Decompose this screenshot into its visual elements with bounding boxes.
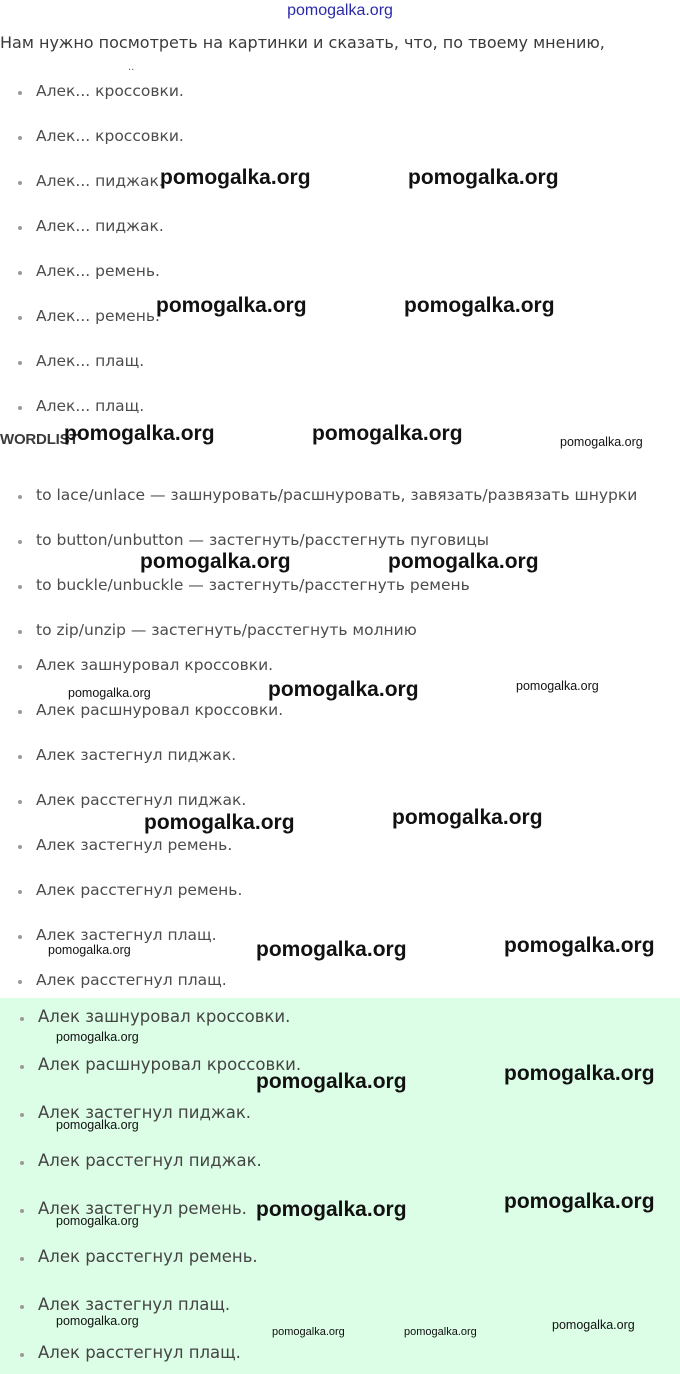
watermark: pomogalka.org <box>56 1118 139 1132</box>
watermark: pomogalka.org <box>504 1062 655 1085</box>
site-link[interactable]: pomogalka.org <box>287 2 393 19</box>
watermark: pomogalka.org <box>516 679 599 693</box>
sentence-item: Алек расстегнул пиджак. <box>36 791 247 809</box>
answer-item: Алек расшнуровал кроссовки. <box>38 1055 302 1074</box>
sentence-item: Алек расстегнул плащ. <box>36 971 227 989</box>
watermark: pomogalka.org <box>48 943 131 957</box>
wordlist-entry: to zip/unzip — застегнуть/расстегнуть молнию <box>36 621 417 639</box>
list-item: Алек... пиджак. <box>36 217 164 235</box>
watermark: pomogalka.org <box>160 166 311 189</box>
watermark: pomogalka.org <box>256 938 407 961</box>
sentence-item: Алек расшнуровал кроссовки. <box>36 701 284 719</box>
watermark: pomogalka.org <box>64 422 215 445</box>
answer-item: Алек расстегнул ремень. <box>38 1247 258 1266</box>
watermark: pomogalka.org <box>392 806 543 829</box>
list-item: Алек... кроссовки. <box>36 82 184 100</box>
list-item: Алек... ремень. <box>36 262 160 280</box>
wordlist-entry: to buckle/unbuckle — застегнуть/расстегнуть ремень <box>36 576 470 594</box>
sentence-item: Алек застегнул пиджак. <box>36 746 237 764</box>
watermark: pomogalka.org <box>256 1070 407 1093</box>
answer-item: Алек расстегнул пиджак. <box>38 1151 262 1170</box>
list-item: Алек... плащ. <box>36 352 145 370</box>
watermark: pomogalka.org <box>552 1318 635 1332</box>
watermark: pomogalka.org <box>56 1214 139 1228</box>
answer-item: Алек застегнул пиджак. <box>38 1103 252 1122</box>
watermark: pomogalka.org <box>268 678 419 701</box>
sentence-item: Алек зашнуровал кроссовки. <box>36 656 274 674</box>
answer-item: Алек застегнул ремень. <box>38 1199 247 1218</box>
watermark: pomogalka.org <box>56 1314 139 1328</box>
intro-dots: .. <box>128 62 135 73</box>
list-item: Алек... кроссовки. <box>36 127 184 145</box>
sentence-item: Алек расстегнул ремень. <box>36 881 243 899</box>
watermark: pomogalka.org <box>272 1326 345 1338</box>
watermark: pomogalka.org <box>256 1198 407 1221</box>
watermark: pomogalka.org <box>156 294 307 317</box>
answer-item: Алек застегнул плащ. <box>38 1295 231 1314</box>
answer-item: Алек зашнуровал кроссовки. <box>38 1007 291 1026</box>
watermark: pomogalka.org <box>388 550 539 573</box>
watermark: pomogalka.org <box>504 1190 655 1213</box>
watermark: pomogalka.org <box>408 166 559 189</box>
watermark: pomogalka.org <box>140 550 291 573</box>
watermark: pomogalka.org <box>144 811 295 834</box>
intro-text: Нам нужно посмотреть на картинки и сказать, что, по твоему мнению, <box>0 33 605 52</box>
wordlist-entry: to button/unbutton — застегнуть/расстегнуть пуговицы <box>36 531 490 549</box>
watermark: pomogalka.org <box>560 435 643 449</box>
sentence-item: Алек застегнул плащ. <box>36 926 217 944</box>
wordlist-heading: WORDLIST <box>0 431 79 448</box>
watermark: pomogalka.org <box>312 422 463 445</box>
watermark: pomogalka.org <box>56 1030 139 1044</box>
list-item: Алек... плащ. <box>36 397 145 415</box>
answer-item: Алек расстегнул плащ. <box>38 1343 241 1362</box>
list-item: Алек... пиджак. <box>36 172 164 190</box>
watermark: pomogalka.org <box>404 1326 477 1338</box>
sentence-item: Алек застегнул ремень. <box>36 836 233 854</box>
watermark: pomogalka.org <box>404 294 555 317</box>
wordlist-entry: to lace/unlace — зашнуровать/расшнуровать, завязать/развязать шнурки <box>36 486 638 504</box>
list-item: Алек... ремень. <box>36 307 160 325</box>
watermark: pomogalka.org <box>504 934 655 957</box>
watermark: pomogalka.org <box>68 686 151 700</box>
